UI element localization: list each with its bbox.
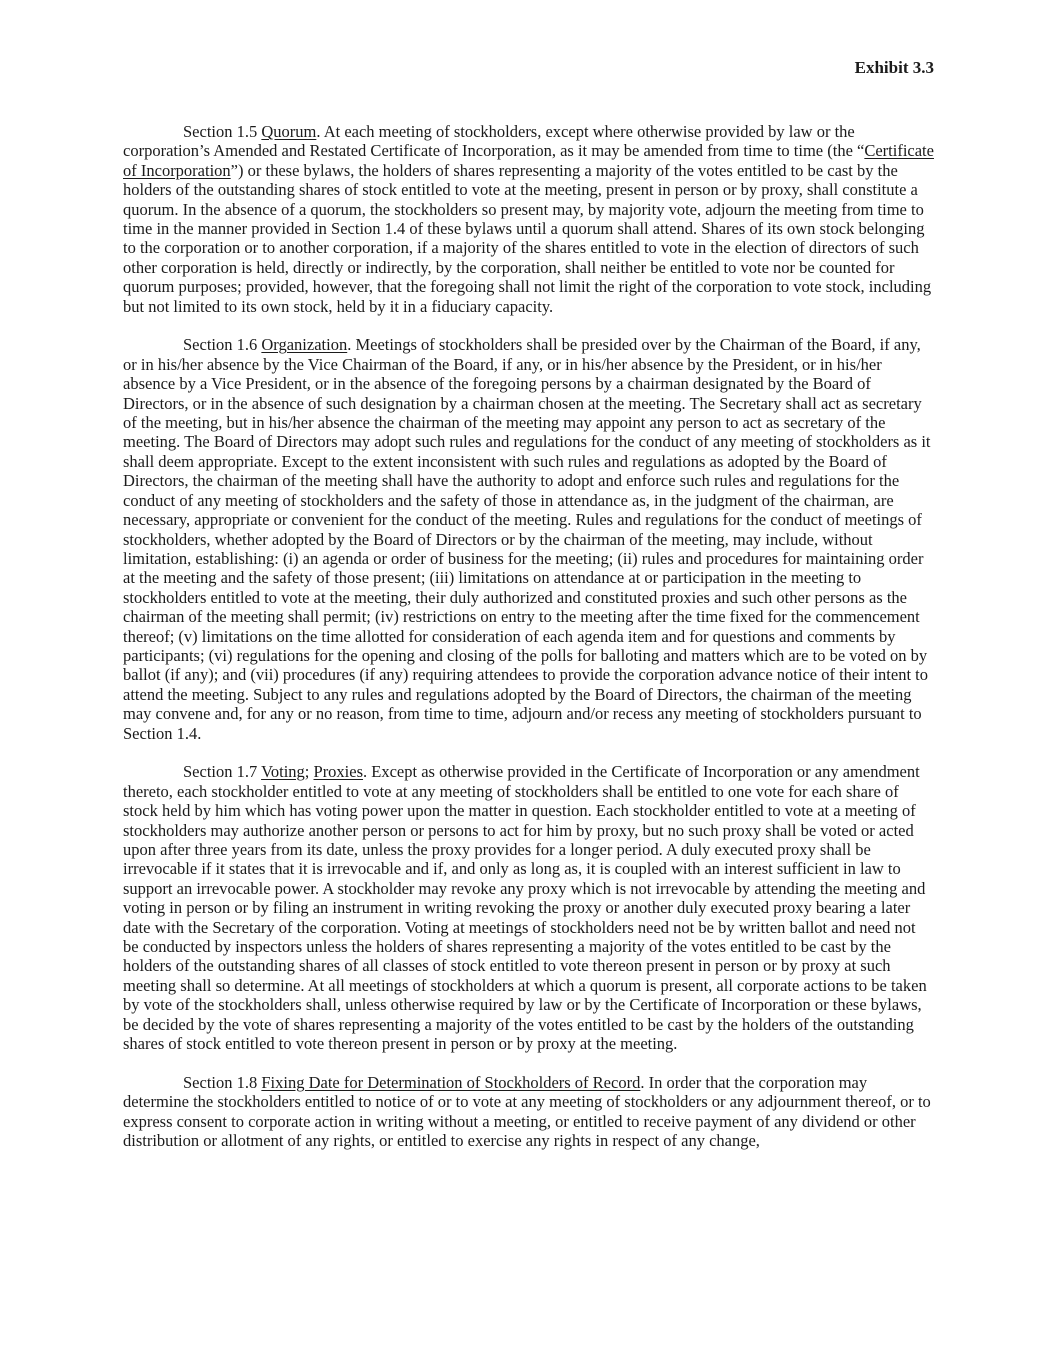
exhibit-label: Exhibit 3.3 bbox=[854, 58, 934, 77]
text-run: Section 1.8 bbox=[183, 1072, 262, 1092]
text-run: . Except as otherwise provided in the Certificate of Incorporation or any amendment thereto, each stockholder entitled to vote at any meeting of stockholders shall be entitled to one vote for each share of stock held by him which has voting power upon the matter in question. Each stockholder entitled to vote at a meeting of stockholders may authorize another person or persons to act for him by proxy, but no such proxy shall be voted or acted upon after three years from its date, unless the proxy provides for a longer period. A duly executed proxy shall be irrevocable if it states that it is irrevocable and if, and only as long as, it is coupled with an interest sufficient in law to support an irrevocable power. A stockholder may revoke any proxy which is not irrevocable by attending the meeting and voting in person or by filing an instrument in writing revoking the proxy or another duly executed proxy bearing a later date with the Secretary of the corporation. Voting at meetings of stockholders need not be by written ballot and need not be conducted by inspectors unless the holders of shares representing a majority of the votes entitled to be cast by the holders of the outstanding shares of all classes of stock entitled to vote thereon present in person or by proxy at such meeting shall so determine. At all meetings of stockholders at which a quorum is present, all corporate actions to be taken by vote of the stockholders shall, unless otherwise required by law or by the Certificate of Incorporation or these bylaws, be decided by the vote of shares representing a majority of the votes entitled to be cast by the holders of the outstanding shares of stock entitled to vote thereon present in person or by proxy at the meeting. bbox=[123, 762, 927, 1054]
text-run: . In order that the corporation may determine the stockholders entitled to notice of or to vote at any meeting of stockholders or any adjournment thereof, or to express consent to corporate action in writing without a meeting, or entitled to receive payment of any dividend or other distribution or allotment of any rights, or entitled to exercise any rights in respect of any change, bbox=[123, 1072, 931, 1151]
underlined-text-run: Quorum bbox=[261, 122, 317, 141]
text-run: ; bbox=[304, 762, 314, 782]
paragraph-section-1-8 bbox=[123, 1073, 934, 1151]
paragraph-section-1-5 bbox=[123, 122, 934, 316]
text-run: . At each meeting of stockholders, except where otherwise provided by law or the corporation’s Amended and Restated Certificate of Incorporation, as it may be amended from time to time (the “ bbox=[123, 122, 865, 161]
underlined-text-run: Certificate of Incorporation bbox=[123, 141, 934, 180]
paragraph-section-1-6 bbox=[123, 335, 934, 743]
document-body bbox=[123, 122, 934, 1150]
text-run: Section 1.7 bbox=[183, 762, 262, 782]
underlined-text-run: Fixing Date for Determination of Stockholders of Record bbox=[261, 1072, 641, 1092]
underlined-text-run: Voting bbox=[261, 762, 305, 782]
text-run: . Meetings of stockholders shall be presided over by the Chairman of the Board, if any, or in his/her absence by the Vice Chairman of the Board, if any, or in his/her absence by the President, or in his/her absence by a Vice President, or in the absence of the foregoing persons by a chairman designated by the Board of Directors, or in the absence of such designation by a chairman chosen at the meeting. The Secretary shall act as secretary of the meeting, but in his/her absence the chairman of the meeting may appoint any person to act as secretary of the meeting. The Board of Directors may adopt such rules and regulations for the conduct of any meeting of stockholders as it shall deem appropriate. Except to the extent inconsistent with such rules and regulations as adopted by the Board of Directors, the chairman of the meeting shall have the authority to adopt and enforce such rules and regulations for the conduct of any meeting of stockholders and the safety of those in attendance as, in the judgment of the chairman, are necessary, appropriate or convenient for the conduct of the meeting. Rules and regulations for the conduct of meetings of stockholders, whether adopted by the Board of Directors or by the chairman of the meeting, may include, without limitation, establishing: (i) an agenda or order of business for the meeting; (ii) rules and procedures for maintaining order at the meeting and the safety of those present; (iii) limitations on attendance at or participation in the meeting to stockholders entitled to vote at the meeting, their duly authorized and constituted proxies and such other persons as the chairman of the meeting shall permit; (iv) restrictions on entry to the meeting after the time fixed for the commencement thereof; (v) limitations on the time allotted for consideration of each agenda item and for questions and comments by participants; (vi) regulations for the opening and closing of the polls for balloting and matters which are to be voted on by ballot (if any); and (vii) procedures (if any) requiring attendees to provide the corporation advance notice of their intent to attend the meeting. Subject to any rules and regulations adopted by the Board of Directors, the chairman of the meeting may convene and, for any or no reason, from time to time, adjourn and/or recess any meeting of stockholders pursuant to Section 1.4. bbox=[123, 335, 931, 743]
text-run: Section 1.6 bbox=[183, 335, 262, 355]
paragraph-section-1-7 bbox=[123, 762, 934, 1053]
underlined-text-run: Organization bbox=[261, 335, 348, 355]
text-run: ”) or these bylaws, the holders of shares representing a majority of the votes entitled to be cast by the holders of the outstanding shares of stock entitled to vote at the meeting, present in person or by proxy, shall constitute a quorum. In the absence of a quorum, the stockholders so present may, by majority vote, adjourn the meeting from time to time in the manner provided in Section 1.4 of these bylaws until a quorum shall attend. Shares of its own stock belonging to the corporation or to another corporation, if a majority of the shares entitled to vote in the election of directors of such other corporation is held, directly or indirectly, by the corporation, shall neither be entitled to vote nor be counted for quorum purposes; provided, however, that the foregoing shall not limit the right of the corporation to vote stock, including but not limited to its own stock, held by it in a fiduciary capacity. bbox=[123, 160, 932, 316]
text-run: Section 1.5 bbox=[183, 122, 262, 141]
underlined-text-run: Proxies bbox=[313, 762, 364, 782]
